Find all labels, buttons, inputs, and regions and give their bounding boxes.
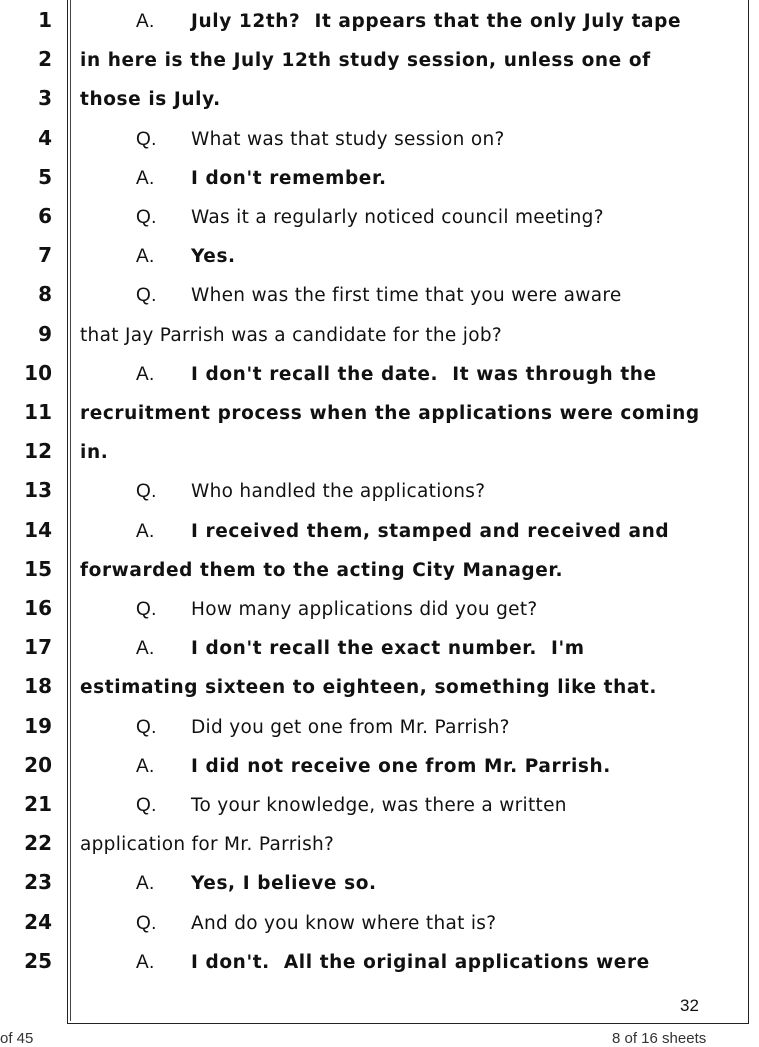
line-number: 25: [24, 949, 52, 973]
transcript-line: [80, 88, 748, 112]
line-number: 3: [38, 86, 52, 110]
speaker-label: Q.: [136, 795, 157, 816]
line-number: 17: [24, 635, 52, 659]
transcript-line: [80, 402, 748, 426]
line-number: 13: [24, 478, 52, 502]
speaker-label: Q.: [136, 207, 157, 228]
question-text: Did you get one from Mr. Parrish?: [191, 717, 510, 738]
line-number: 2: [38, 47, 52, 71]
transcript-line: [136, 637, 748, 661]
transcript-line: [80, 49, 748, 73]
speaker-label: Q.: [136, 129, 157, 150]
answer-text: those is July.: [80, 89, 221, 110]
question-text: And do you know where that is?: [191, 913, 497, 934]
answer-text: I don't remember.: [191, 168, 387, 189]
speaker-label: A.: [136, 11, 155, 32]
line-number: 11: [24, 400, 52, 424]
line-number: 6: [38, 204, 52, 228]
line-number: 16: [24, 596, 52, 620]
speaker-label: A.: [136, 246, 155, 267]
answer-text: Yes.: [191, 246, 236, 267]
question-text: What was that study session on?: [191, 129, 505, 150]
question-text: Who handled the applications?: [191, 481, 486, 502]
line-number: 24: [24, 910, 52, 934]
transcript-line: [80, 324, 748, 348]
answer-text: Yes, I believe so.: [191, 873, 377, 894]
line-number: 21: [24, 792, 52, 816]
page-number: 32: [680, 996, 699, 1015]
answer-text: I don't recall the date. It was through the: [191, 364, 657, 385]
line-number: 19: [24, 714, 52, 738]
question-text: application for Mr. Parrish?: [80, 834, 335, 855]
line-number: 7: [38, 243, 52, 267]
transcript-line: [136, 794, 748, 818]
speaker-label: A.: [136, 168, 155, 189]
speaker-label: Q.: [136, 285, 157, 306]
line-number: 23: [24, 870, 52, 894]
answer-text: I did not receive one from Mr. Parrish.: [191, 756, 611, 777]
transcript-line: [80, 441, 748, 465]
line-number: 9: [38, 322, 52, 346]
transcript-line: [136, 167, 748, 191]
transcript-line: [136, 520, 748, 544]
transcript-line: [136, 206, 748, 230]
transcript-line: [136, 10, 748, 34]
footer-left-text: of 45: [0, 1030, 34, 1047]
question-text: Was it a regularly noticed council meeting?: [191, 207, 604, 228]
speaker-label: A.: [136, 952, 155, 973]
speaker-label: A.: [136, 521, 155, 542]
answer-text: in here is the July 12th study session, unless one of: [80, 50, 651, 71]
line-number: 20: [24, 753, 52, 777]
transcript-line: [80, 676, 748, 700]
line-number: 5: [38, 165, 52, 189]
line-number: 14: [24, 518, 52, 542]
transcript-line: [136, 480, 748, 504]
transcript-line: [136, 598, 748, 622]
answer-text: in.: [80, 442, 109, 463]
line-number: 10: [24, 361, 52, 385]
speaker-label: A.: [136, 638, 155, 659]
line-number: 8: [38, 282, 52, 306]
line-number: 1: [38, 8, 52, 32]
answer-text: recruitment process when the applications were coming: [80, 403, 700, 424]
line-number: 22: [24, 831, 52, 855]
answer-text: I received them, stamped and received and: [191, 521, 670, 542]
transcript-line: [136, 284, 748, 308]
transcript-line: [136, 363, 748, 387]
speaker-label: A.: [136, 364, 155, 385]
line-number: 18: [24, 674, 52, 698]
answer-text: estimating sixteen to eighteen, something like that.: [80, 677, 658, 698]
transcript-line: [136, 128, 748, 152]
question-text: How many applications did you get?: [191, 599, 538, 620]
question-text: that Jay Parrish was a candidate for the job?: [80, 325, 502, 346]
question-text: To your knowledge, was there a written: [191, 795, 567, 816]
speaker-label: Q.: [136, 599, 157, 620]
speaker-label: Q.: [136, 717, 157, 738]
transcript-line: [136, 716, 748, 740]
speaker-label: Q.: [136, 481, 157, 502]
transcript-line: [136, 872, 748, 896]
transcript-line: [136, 755, 748, 779]
answer-text: I don't recall the exact number. I'm: [191, 638, 585, 659]
line-number: 15: [24, 557, 52, 581]
question-text: When was the first time that you were aware: [191, 285, 622, 306]
answer-text: I don't. All the original applications were: [191, 952, 650, 973]
speaker-label: A.: [136, 756, 155, 777]
transcript-line: [136, 951, 748, 975]
transcript-line: [80, 559, 748, 583]
line-number: 4: [38, 126, 52, 150]
transcript-inner-rule: [70, 0, 747, 1021]
speaker-label: Q.: [136, 913, 157, 934]
footer-right-text: 8 of 16 sheets: [612, 1030, 707, 1047]
line-number: 12: [24, 439, 52, 463]
speaker-label: A.: [136, 873, 155, 894]
transcript-line: [136, 245, 748, 269]
transcript-line: [80, 833, 748, 857]
transcript-line: [136, 912, 748, 936]
answer-text: forwarded them to the acting City Manager.: [80, 560, 564, 581]
answer-text: July 12th? It appears that the only July tape: [191, 11, 682, 32]
